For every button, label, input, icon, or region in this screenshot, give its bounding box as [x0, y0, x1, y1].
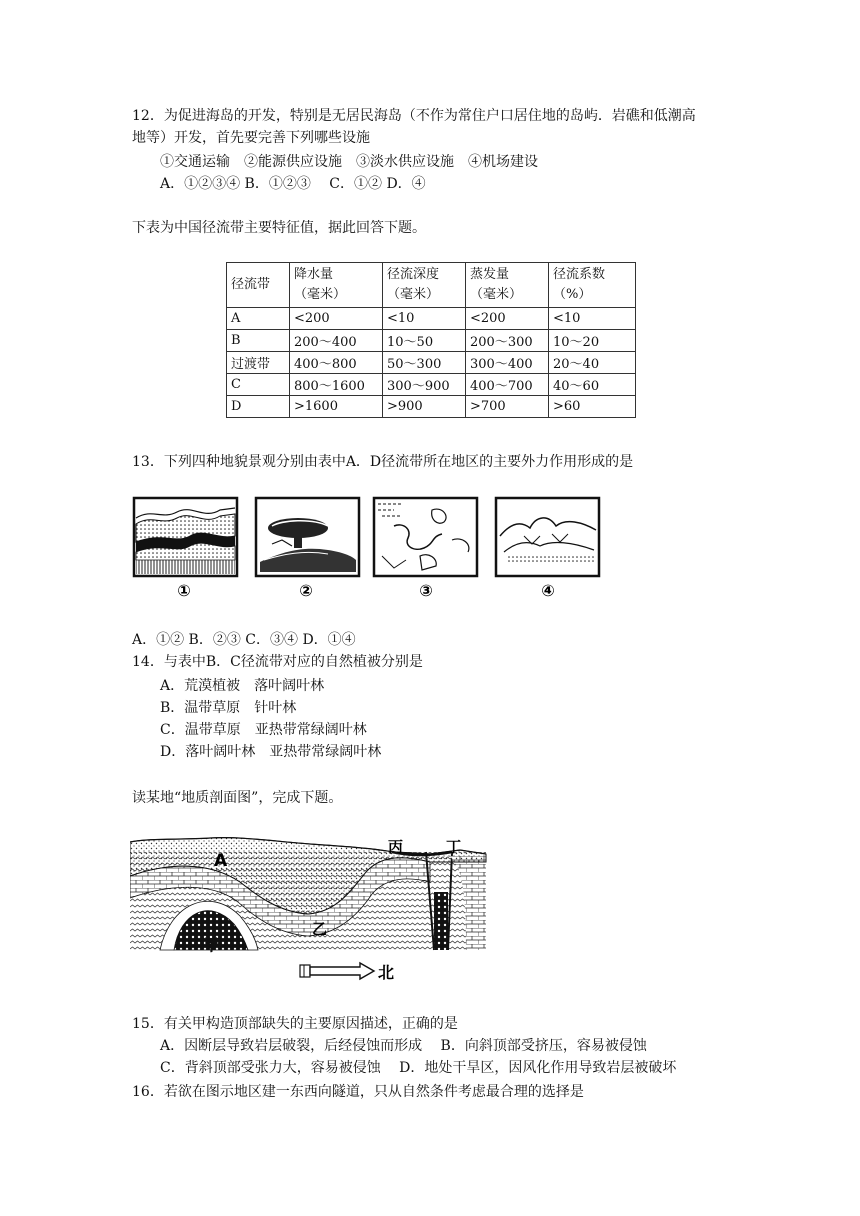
q14-option-b: B．温带草原 针叶林: [160, 700, 297, 716]
geo-label-jia: 甲: [204, 936, 220, 954]
table-cell: 10～20: [549, 330, 636, 352]
runoff-table: [226, 262, 636, 418]
q15-stem: 15．有关甲构造顶部缺失的主要原因描述，正确的是: [132, 1016, 458, 1032]
landform-panel-4: [496, 498, 599, 576]
q14-option-c: C．温带草原 亚热带常绿阔叶林: [160, 722, 367, 738]
table-cell: 50～300: [383, 352, 466, 374]
table-cell: 200～400: [290, 330, 383, 352]
table-cell: C: [227, 374, 290, 396]
q12-stem-line1: 12．为促进海岛的开发，特别是无居民海岛（不作为常住户口居住地的岛屿．岩礁和低潮高: [132, 108, 696, 124]
landform-figures: [132, 496, 612, 602]
table-cell: <200: [466, 308, 549, 330]
table-cell: 800～1600: [290, 374, 383, 396]
landform-label-3: ③: [419, 581, 433, 600]
table-cell: >900: [383, 396, 466, 418]
table-row: [227, 374, 636, 396]
q12-stem-line2: 地等）开发，首先要完善下列哪些设施: [132, 130, 370, 146]
landform-panel-2: [256, 498, 359, 576]
q14-option-a: A．荒漠植被 落叶阔叶林: [160, 678, 325, 694]
q12-items: ①交通运输 ②能源供应设施 ③淡水供应设施 ④机场建设: [160, 154, 538, 170]
table-cell: 20～40: [549, 352, 636, 374]
landform-panel-3: [374, 498, 477, 576]
landform-panel-1: [134, 498, 237, 576]
table-cell: B: [227, 330, 290, 352]
table-cell: 10～50: [383, 330, 466, 352]
table-cell: <10: [383, 308, 466, 330]
geo-label-bing: 丙: [388, 838, 404, 856]
table-intro: 下表为中国径流带主要特征值，据此回答下题。: [132, 220, 426, 236]
q13-stem: 13．下列四种地貌景观分别由表中A．D径流带所在地区的主要外力作用形成的是: [132, 454, 634, 470]
header-cell: 径流深度 （毫米）: [383, 263, 466, 308]
table-cell: 300～900: [383, 374, 466, 396]
table-cell: 过渡带: [227, 352, 290, 374]
geo-label-ding: 丁: [446, 838, 462, 856]
table-cell: 40～60: [549, 374, 636, 396]
landform-label-1: ①: [177, 581, 191, 600]
table-cell: 200～300: [466, 330, 549, 352]
table-cell: 300～400: [466, 352, 549, 374]
table-row: [227, 330, 636, 352]
north-arrow-icon: [300, 963, 374, 979]
header-cell: 径流带: [227, 263, 290, 308]
table-cell: >60: [549, 396, 636, 418]
header-cell: 降水量 （毫米）: [290, 263, 383, 308]
geologic-section: [130, 832, 490, 988]
table-cell: 400～800: [290, 352, 383, 374]
table-cell: >1600: [290, 396, 383, 418]
q14-option-d: D．落叶阔叶林 亚热带常绿阔叶林: [160, 744, 382, 760]
table-row: [227, 352, 636, 374]
table-cell: D: [227, 396, 290, 418]
north-label: 北: [378, 963, 395, 982]
table-cell: >700: [466, 396, 549, 418]
q13-options: A．①② B．②③ C．③④ D．①④: [132, 632, 356, 648]
table-row: [227, 396, 636, 418]
q15-options-line1: A．因断层导致岩层破裂，后经侵蚀而形成 B．向斜顶部受挤压，容易被侵蚀: [160, 1038, 647, 1054]
geo-label-yi: 乙: [312, 920, 328, 938]
q16-stem: 16．若欲在图示地区建一东西向隧道，只从自然条件考虑最合理的选择是: [132, 1084, 584, 1100]
geo-label-a: A: [214, 851, 228, 871]
q15-options-line2: C．背斜顶部受张力大，容易被侵蚀 D．地处干旱区，因风化作用导致岩层被破坏: [160, 1060, 677, 1076]
landform-label-4: ④: [541, 581, 555, 600]
header-cell: 蒸发量 （毫米）: [466, 263, 549, 308]
geo-intro: 读某地“地质剖面图”，完成下题。: [132, 790, 343, 806]
table-header-row: [227, 263, 636, 308]
landform-label-2: ②: [299, 581, 313, 600]
table-cell: <200: [290, 308, 383, 330]
table-cell: 400～700: [466, 374, 549, 396]
table-cell: <10: [549, 308, 636, 330]
q14-stem: 14．与表中B．C径流带对应的自然植被分别是: [132, 654, 423, 670]
header-cell: 径流系数 （%）: [549, 263, 636, 308]
q12-options: A．①②③④ B．①②③ C．①② D．④: [160, 176, 426, 192]
table-row: [227, 308, 636, 330]
table-cell: A: [227, 308, 290, 330]
